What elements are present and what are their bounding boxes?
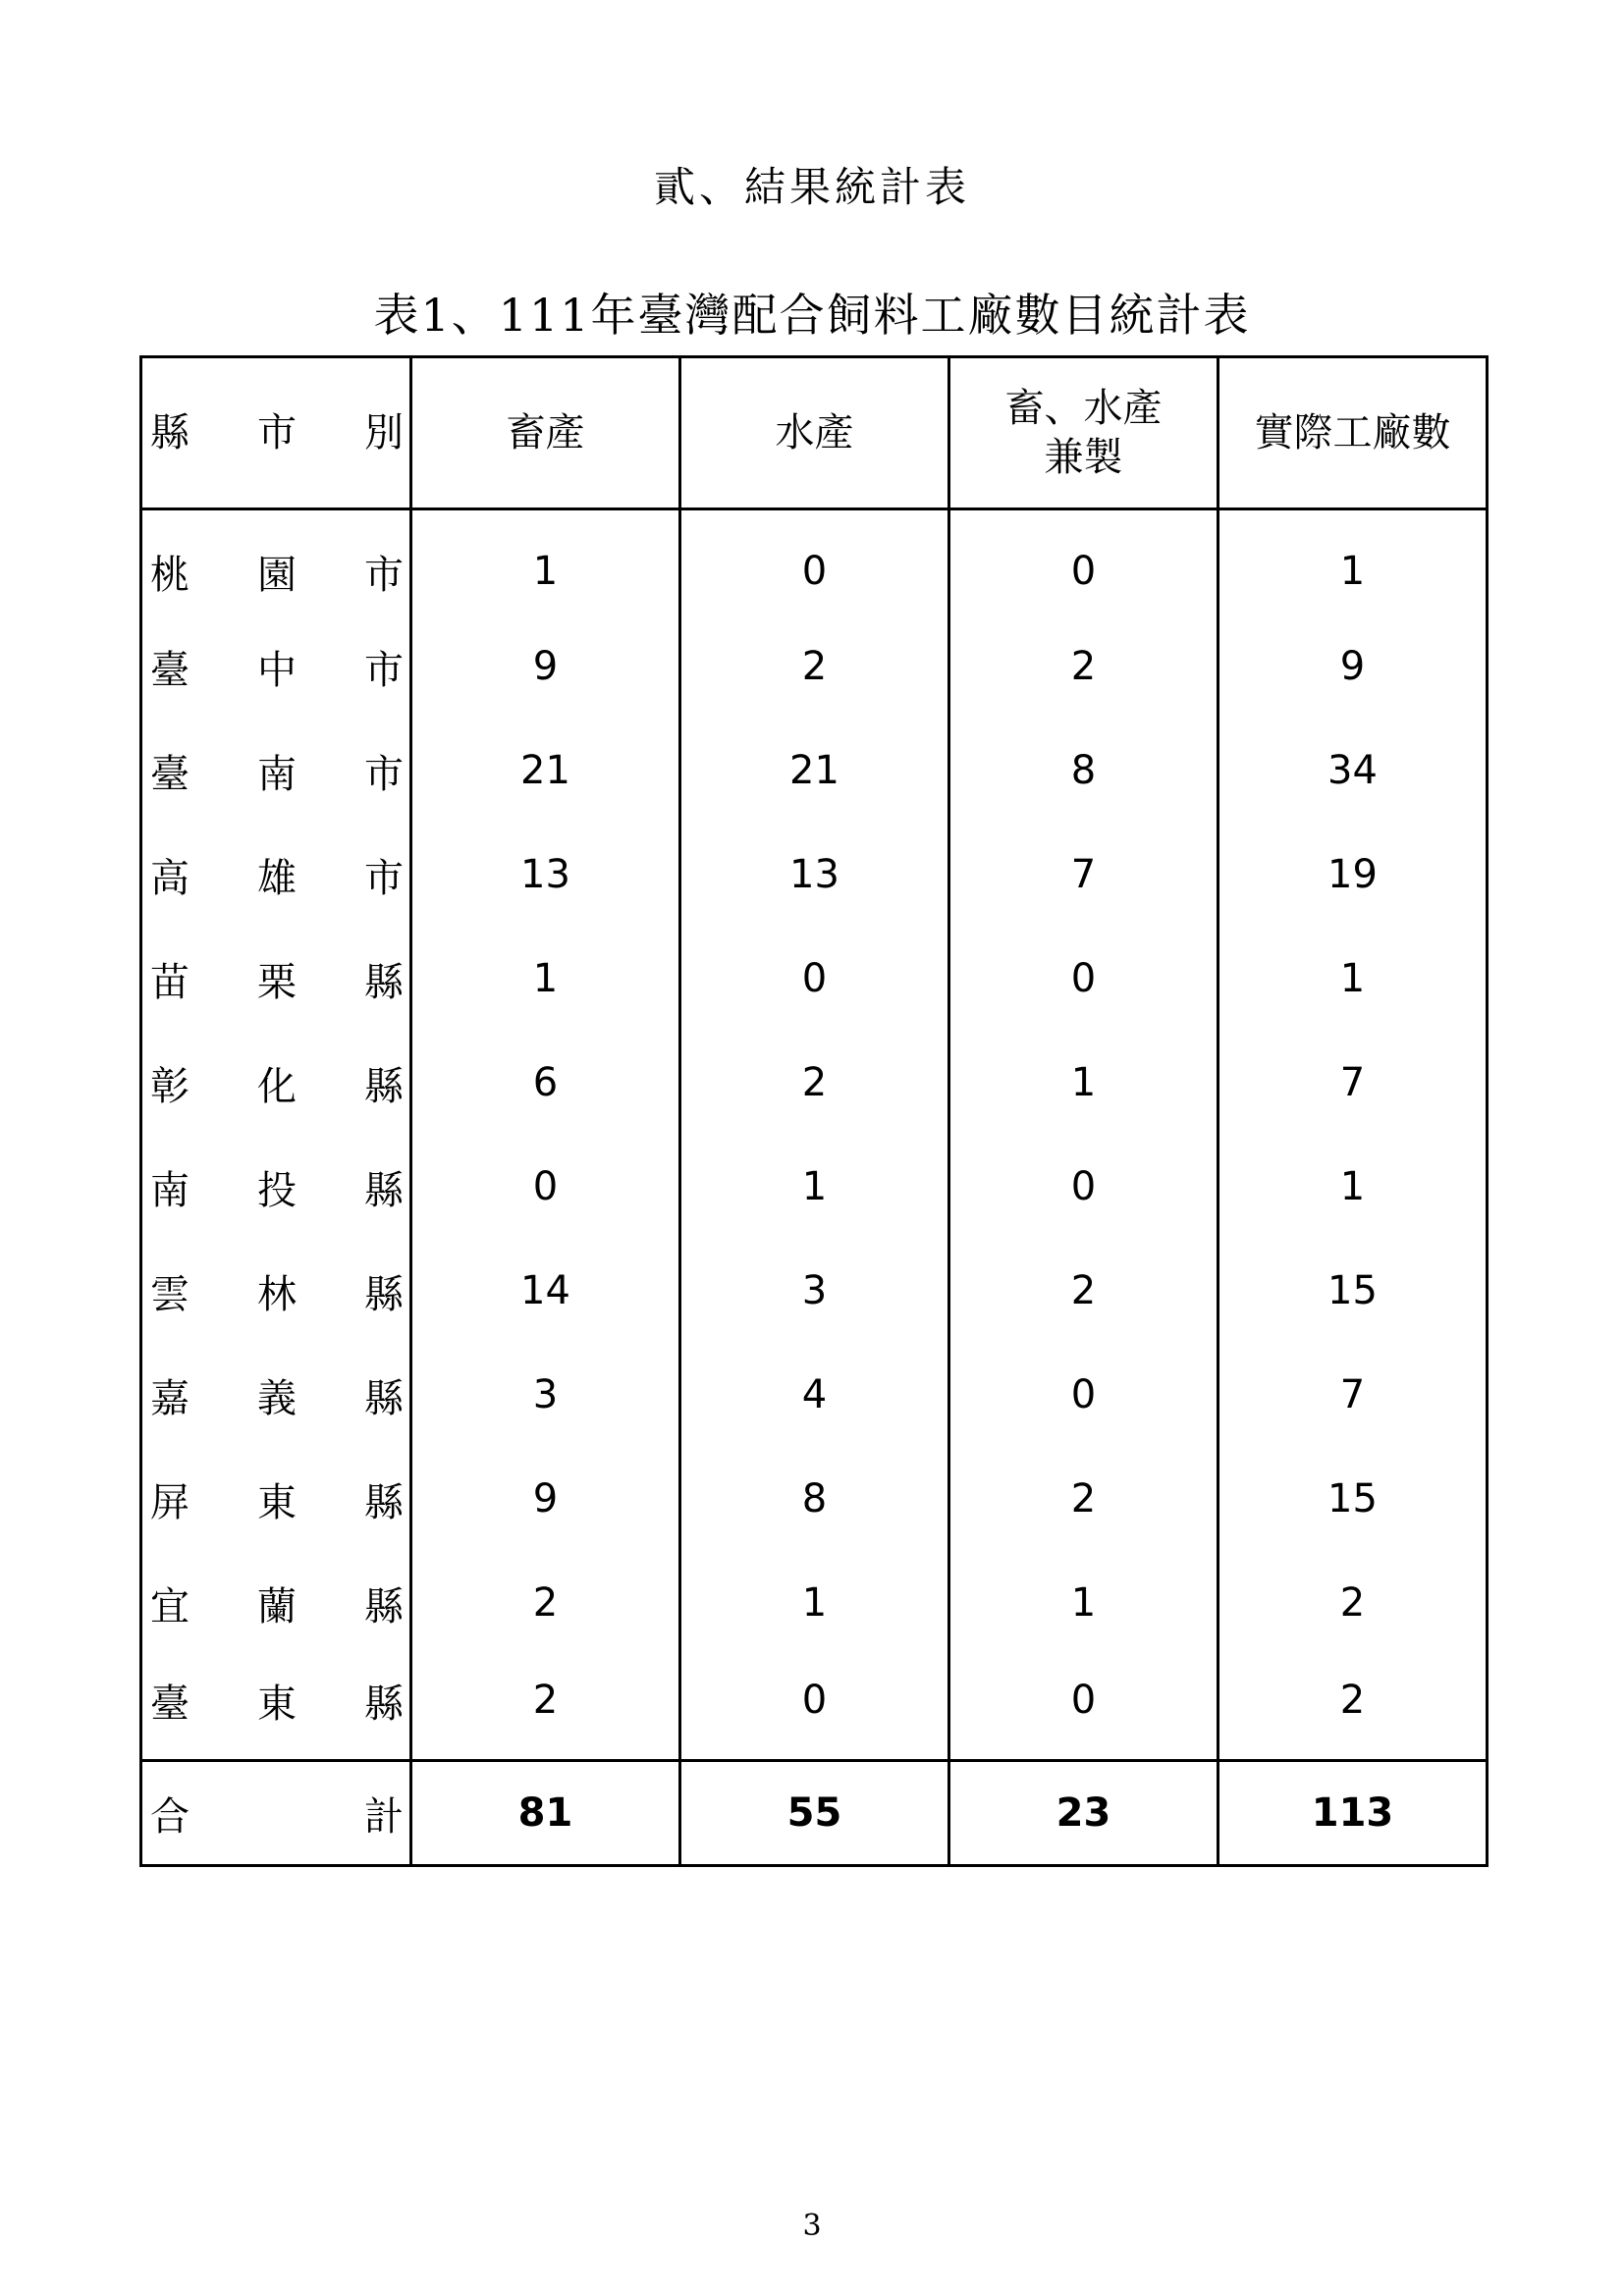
region-name-char: 林 xyxy=(257,1271,297,1317)
table-row xyxy=(141,1551,1488,1655)
aquatic-count: 1 xyxy=(680,1135,949,1239)
actual-factory-count: 7 xyxy=(1218,1343,1488,1447)
actual-factory-count: 2 xyxy=(1218,1655,1488,1761)
aquatic-count: 0 xyxy=(680,1655,949,1761)
region-name xyxy=(141,1239,411,1343)
livestock-count: 1 xyxy=(411,509,680,615)
combined-count: 7 xyxy=(949,823,1218,927)
region-name-char: 市 xyxy=(364,751,404,797)
region-name-char: 市 xyxy=(364,855,404,901)
livestock-count: 9 xyxy=(411,614,680,719)
region-name-char: 中 xyxy=(257,647,297,693)
region-name-char: 彰 xyxy=(150,1063,189,1109)
livestock-count: 13 xyxy=(411,823,680,927)
region-name-char: 南 xyxy=(150,1167,189,1213)
table-row xyxy=(141,927,1488,1031)
header-region xyxy=(141,357,411,509)
region-name xyxy=(141,509,411,615)
actual-factory-count: 1 xyxy=(1218,1135,1488,1239)
table-row xyxy=(141,1135,1488,1239)
region-name-char: 東 xyxy=(257,1479,297,1525)
region-name-char: 縣 xyxy=(364,959,404,1005)
table-total-row xyxy=(141,1761,1488,1866)
region-name-char: 高 xyxy=(150,855,189,901)
region-name xyxy=(141,1135,411,1239)
region-name-char: 桃 xyxy=(150,552,189,598)
section-title: 貳、結果統計表 xyxy=(653,163,970,211)
table-row xyxy=(141,1343,1488,1447)
region-name-char: 縣 xyxy=(364,1063,404,1109)
total-livestock: 81 xyxy=(411,1761,680,1866)
total-combined: 23 xyxy=(949,1761,1218,1866)
table-body xyxy=(141,509,1488,1761)
aquatic-count: 13 xyxy=(680,823,949,927)
table-row xyxy=(141,614,1488,719)
header-region-char: 別 xyxy=(364,410,404,455)
region-name-char: 縣 xyxy=(364,1167,404,1213)
region-name-char: 市 xyxy=(364,552,404,598)
region-name xyxy=(141,614,411,719)
region-name-char: 蘭 xyxy=(257,1583,297,1629)
livestock-count: 1 xyxy=(411,927,680,1031)
header-actual-factories: 實際工廠數 xyxy=(1218,357,1488,509)
page-number: 3 xyxy=(802,2209,822,2243)
region-name-char: 宜 xyxy=(150,1583,189,1629)
table-header-row xyxy=(141,357,1488,509)
combined-count: 2 xyxy=(949,1447,1218,1551)
aquatic-count: 0 xyxy=(680,927,949,1031)
region-name-char: 園 xyxy=(257,552,297,598)
aquatic-count: 1 xyxy=(680,1551,949,1655)
actual-factory-count: 15 xyxy=(1218,1447,1488,1551)
actual-factory-count: 19 xyxy=(1218,823,1488,927)
combined-count: 2 xyxy=(949,614,1218,719)
aquatic-count: 2 xyxy=(680,614,949,719)
livestock-count: 0 xyxy=(411,1135,680,1239)
region-name-char: 市 xyxy=(364,647,404,693)
actual-factory-count: 7 xyxy=(1218,1031,1488,1135)
livestock-count: 3 xyxy=(411,1343,680,1447)
header-combined xyxy=(949,357,1218,509)
region-name-char: 屏 xyxy=(150,1479,189,1525)
livestock-count: 21 xyxy=(411,719,680,823)
region-name xyxy=(141,823,411,927)
actual-factory-count: 15 xyxy=(1218,1239,1488,1343)
region-name-char: 縣 xyxy=(364,1271,404,1317)
header-combined-line2: 兼製 xyxy=(1044,435,1123,480)
total-label xyxy=(141,1761,411,1866)
combined-count: 0 xyxy=(949,927,1218,1031)
region-name xyxy=(141,1447,411,1551)
table-row xyxy=(141,1655,1488,1761)
region-name xyxy=(141,1031,411,1135)
actual-factory-count: 34 xyxy=(1218,719,1488,823)
table-row xyxy=(141,823,1488,927)
table-row xyxy=(141,719,1488,823)
region-name-char: 縣 xyxy=(364,1375,404,1421)
actual-factory-count: 1 xyxy=(1218,509,1488,615)
region-name-char: 雲 xyxy=(150,1271,189,1317)
total-label-char: 合 xyxy=(150,1793,189,1840)
table-row xyxy=(141,1447,1488,1551)
region-name xyxy=(141,1655,411,1761)
combined-count: 2 xyxy=(949,1239,1218,1343)
total-label-char: 計 xyxy=(364,1793,404,1840)
actual-factory-count: 2 xyxy=(1218,1551,1488,1655)
region-name-char: 臺 xyxy=(150,647,189,693)
region-name xyxy=(141,1343,411,1447)
region-name-char: 栗 xyxy=(257,959,297,1005)
region-name-char: 嘉 xyxy=(150,1375,189,1421)
combined-count: 1 xyxy=(949,1031,1218,1135)
livestock-count: 9 xyxy=(411,1447,680,1551)
table-title: 表1、111年臺灣配合飼料工廠數目統計表 xyxy=(373,289,1251,342)
region-name-char: 臺 xyxy=(150,1681,189,1727)
livestock-count: 14 xyxy=(411,1239,680,1343)
region-name-char: 縣 xyxy=(364,1583,404,1629)
region-name-char: 縣 xyxy=(364,1479,404,1525)
region-name xyxy=(141,927,411,1031)
combined-count: 0 xyxy=(949,509,1218,615)
aquatic-count: 4 xyxy=(680,1343,949,1447)
actual-factory-count: 1 xyxy=(1218,927,1488,1031)
table-row xyxy=(141,1031,1488,1135)
aquatic-count: 21 xyxy=(680,719,949,823)
region-name-char: 臺 xyxy=(150,751,189,797)
table-row xyxy=(141,1239,1488,1343)
region-name-char: 化 xyxy=(257,1063,297,1109)
aquatic-count: 8 xyxy=(680,1447,949,1551)
combined-count: 8 xyxy=(949,719,1218,823)
header-region-char: 縣 xyxy=(150,410,189,455)
statistics-table-container xyxy=(139,355,1487,1867)
livestock-count: 6 xyxy=(411,1031,680,1135)
region-name-char: 義 xyxy=(257,1375,297,1421)
total-aquatic: 55 xyxy=(680,1761,949,1866)
aquatic-count: 3 xyxy=(680,1239,949,1343)
region-name xyxy=(141,1551,411,1655)
aquatic-count: 0 xyxy=(680,509,949,615)
region-name xyxy=(141,719,411,823)
region-name-char: 苗 xyxy=(150,959,189,1005)
combined-count: 0 xyxy=(949,1655,1218,1761)
region-name-char: 南 xyxy=(257,751,297,797)
combined-count: 1 xyxy=(949,1551,1218,1655)
feed-factory-statistics-table xyxy=(139,355,1489,1867)
region-name-char: 縣 xyxy=(364,1681,404,1727)
header-aquatic: 水產 xyxy=(680,357,949,509)
aquatic-count: 2 xyxy=(680,1031,949,1135)
region-name-char: 雄 xyxy=(257,855,297,901)
combined-count: 0 xyxy=(949,1343,1218,1447)
header-combined-line1: 畜、水產 xyxy=(1004,386,1163,431)
table-row xyxy=(141,509,1488,615)
total-actual: 113 xyxy=(1218,1761,1488,1866)
region-name-char: 東 xyxy=(257,1681,297,1727)
combined-count: 0 xyxy=(949,1135,1218,1239)
header-region-char: 市 xyxy=(257,410,297,455)
region-name-char: 投 xyxy=(257,1167,297,1213)
livestock-count: 2 xyxy=(411,1655,680,1761)
livestock-count: 2 xyxy=(411,1551,680,1655)
header-livestock: 畜產 xyxy=(411,357,680,509)
actual-factory-count: 9 xyxy=(1218,614,1488,719)
